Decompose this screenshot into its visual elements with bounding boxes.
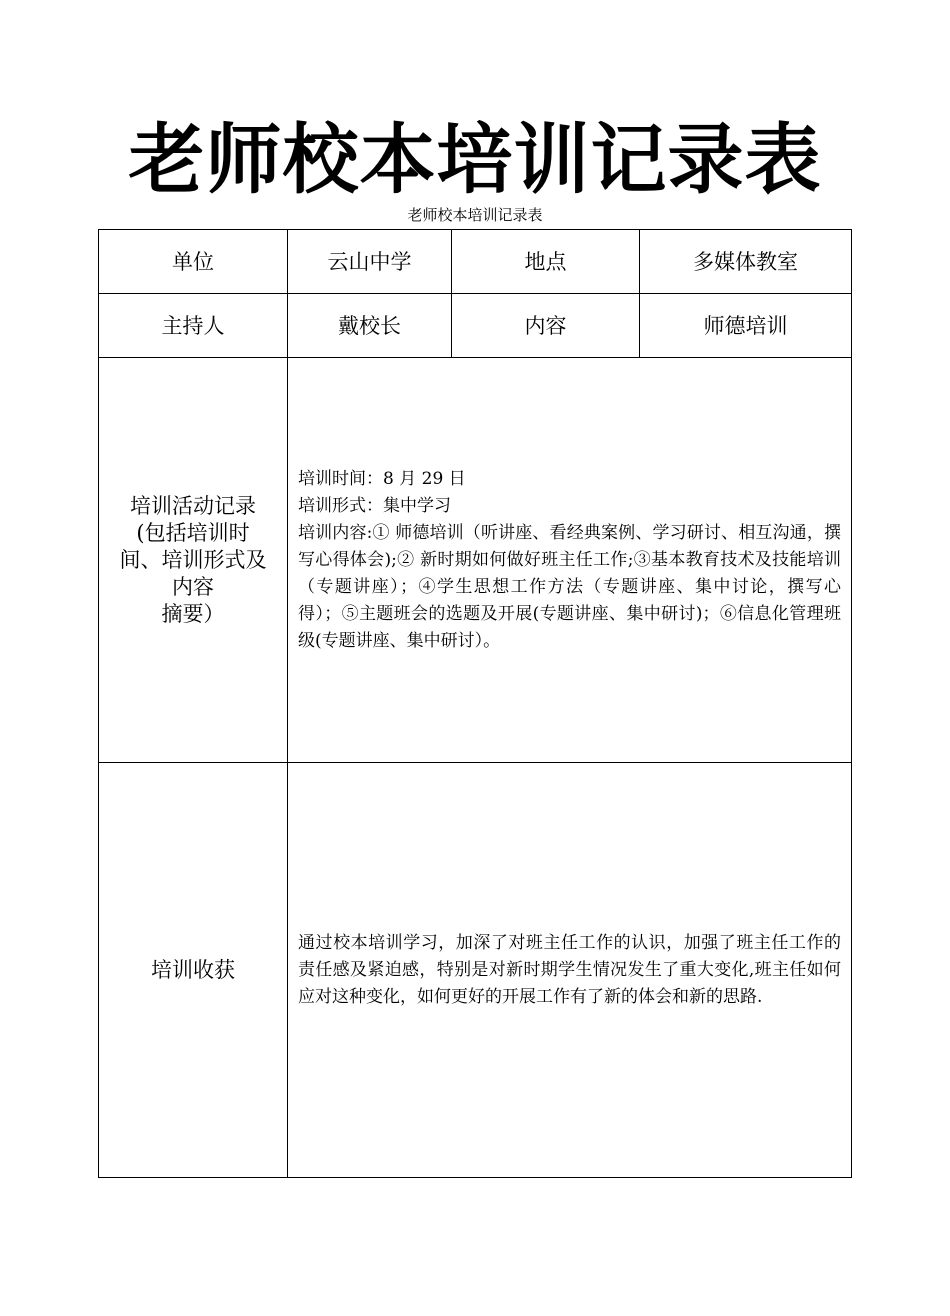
activity-label-line: 间、培训形式及 (119, 547, 267, 572)
training-form: 培训形式：集中学习 (298, 495, 451, 516)
activity-label-line: 培训活动记录 (130, 493, 256, 518)
location-label: 地点 (452, 230, 640, 294)
table-row-unit (99, 230, 852, 294)
document-subtitle: 老师校本培训记录表 (407, 206, 543, 224)
activity-label (99, 358, 288, 763)
unit-value: 云山中学 (288, 230, 452, 294)
gain-content (288, 763, 852, 1178)
table-row-activity (99, 358, 852, 763)
location-value: 多媒体教室 (640, 230, 852, 294)
content-label: 内容 (452, 294, 640, 358)
host-value: 戴校长 (288, 294, 452, 358)
gain-text: 通过校本培训学习，加深了对班主任工作的认识，加强了班主任工作的责任感及紧迫感，特别是对新时期学生情况发生了重大变化,班主任如何应对这种变化，如何更好的开展工作有了新的体会和新的思路. (298, 932, 841, 1007)
table-row-gain (99, 763, 852, 1178)
activity-label-line: (包括培训时 (136, 520, 250, 545)
document-title: 老师校本培训记录表 (128, 115, 822, 204)
unit-label: 单位 (99, 230, 288, 294)
host-label: 主持人 (99, 294, 288, 358)
activity-label-line: 内容 (172, 574, 214, 599)
training-time: 培训时间：8 月 29 日 (298, 468, 466, 489)
activity-label-line: 摘要） (161, 601, 225, 626)
activity-content (288, 358, 852, 763)
table-row-host (99, 294, 852, 358)
training-content: 培训内容:① 师德培训（听讲座、看经典案例、学习研讨、相互沟通，撰写心得体会);② 新时期如何做好班主任工作;③基本教育技术及技能培训（专题讲座）；④学生思想工作方法（专题讲座、集中讨论，撰写心得）；⑤主题班会的选题及开展(专题讲座、集中研讨)；⑥信息化管理班级(专题讲座、集中研讨）。 (298, 522, 841, 651)
gain-label: 培训收获 (99, 763, 288, 1178)
content-value: 师德培训 (640, 294, 852, 358)
training-record-table (98, 229, 852, 1178)
